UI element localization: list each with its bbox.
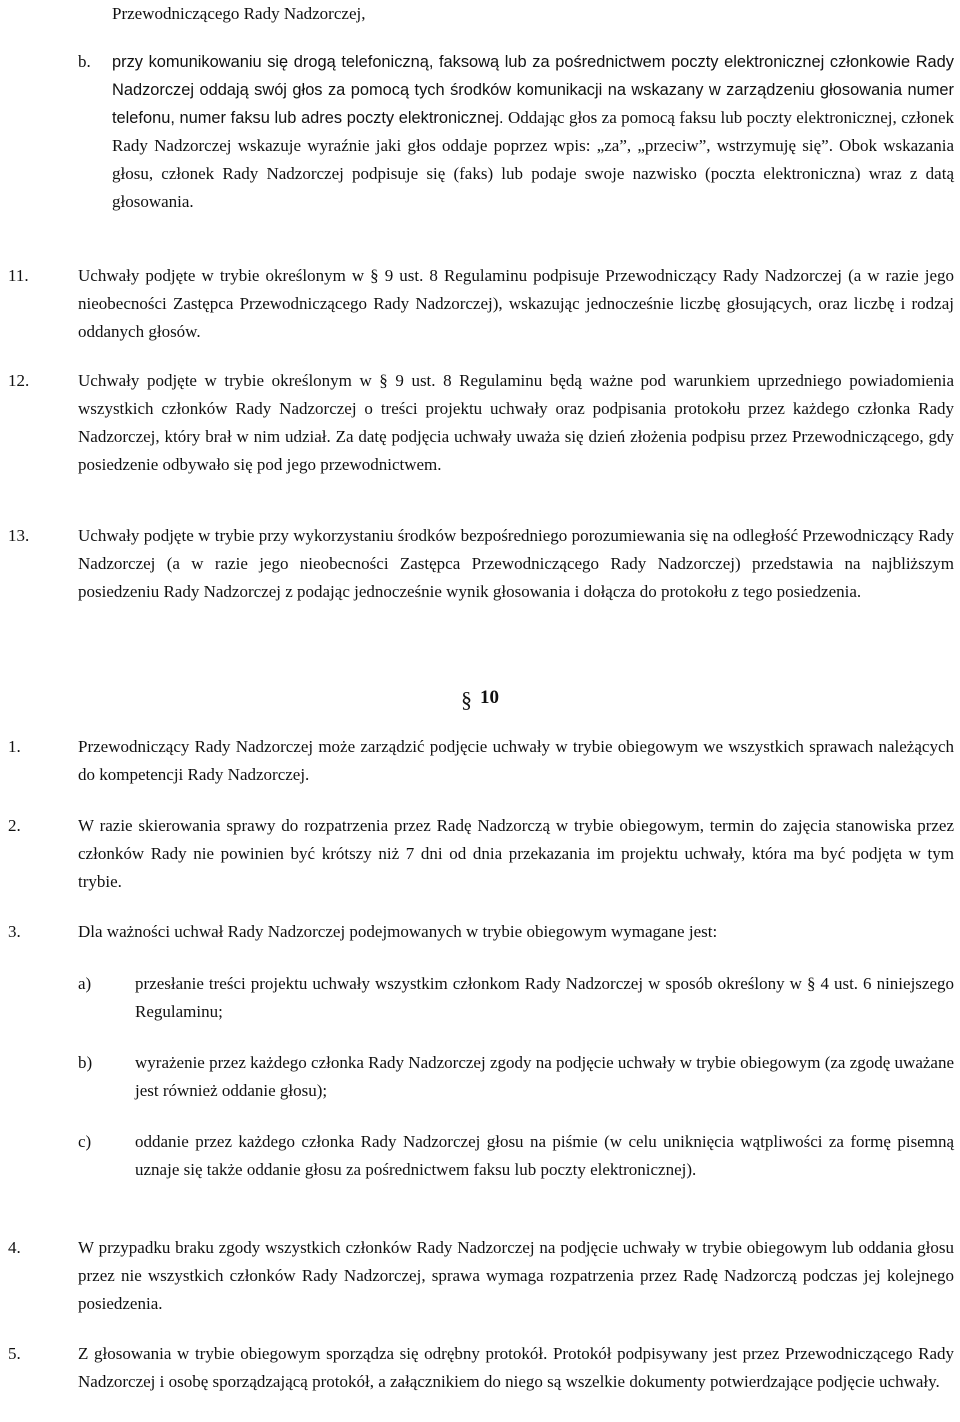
item-2-text: W razie skierowania sprawy do rozpatrzenia przez Radę Nadzorczą w trybie obiegowym, termin do zajęcia stanowiska przez członków Rady nie powinien być krótszy niż 7 dni od dnia przekazania im projektu uchwały, która ma być podjęta w tym trybie. [78,816,954,891]
subitem-b-label: b) [78,1053,93,1072]
item-12-number: 12. [8,371,30,390]
continued-line: Przewodniczącego Rady Nadzorczej, [112,4,366,23]
item-11-text: Uchwały podjęte w trybie określonym w § 9 ust. 8 Regulaminu podpisuje Przewodniczący Rady Nadzorczej (a w razie jego nieobecności Zastępca Przewodniczącego Rady Nadzorczej), wskazując jednocześnie liczbę głosujących, oraz liczbę i rodzaj oddanych głosów. [78,266,954,341]
subitem-c-label: c) [78,1132,92,1151]
item-13-text: Uchwały podjęte w trybie przy wykorzystaniu środków bezpośredniego porozumiewania się na odległość Przewodniczący Rady Nadzorczej (a w razie jego nieobecności Zastępca Przewodniczącego Rady Nadzorczej) przedstawia na najbliższym posiedzeniu Rady Nadzorczej z podając jednocześnie wynik głosowania i dołącza do protokołu z tego posiedzenia. [78,526,954,601]
item-b-text-serif: Oddając głos za pomocą faksu lub poczty elektronicznej, członek Rady Nadzorczej wskazuje wyraźnie jaki głos oddaje poprzez wpis: „za”, „przeciw”, wstrzymuję się”. Obok wskazania głosu, członek Rady Nadzorczej podpisuje się (faks) lub podaje swoje nazwisko (poczta elektroniczna) wraz z datą głosowania. [112,108,955,211]
item-12-text: Uchwały podjęte w trybie określonym w § 9 ust. 8 Regulaminu będą ważne pod warunkiem uprzedniego powiadomienia wszystkich członków Rady Nadzorczej o treści projektu uchwały oraz podpisania protokołu przez każdego członka Rady Nadzorczej, który brał w nim udział. Za datę podjęcia uchwały uważa się dzień złożenia podpisu przez Przewodniczącego, gdy posiedzenie odbywało się pod jego przewodnictwem. [78,371,954,474]
subitem-b-text: wyrażenie przez każdego członka Rady Nadzorczej zgody na podjęcie uchwały w trybie obiegowym (za zgodę uważane jest również oddanie głosu); [135,1053,954,1100]
section-heading [0,684,960,714]
item-13-number: 13. [8,526,30,545]
section-symbol: § [461,687,472,712]
subitem-a-text: przesłanie treści projektu uchwały wszystkim członkom Rady Nadzorczej w sposób określony w § 4 ust. 6 niniejszego Regulaminu; [135,974,954,1021]
section-number: 10 [480,687,499,708]
item-b-label: b. [78,52,91,71]
item-2-number: 2. [8,816,21,835]
item-3-text: Dla ważności uchwał Rady Nadzorczej podejmowanych w trybie obiegowym wymagane jest: [78,922,718,941]
item-1-number: 1. [8,737,21,756]
subitem-c-text: oddanie przez każdego członka Rady Nadzorczej głosu na piśmie (w celu uniknięcia wątpliwości za formę pisemną uznaje się także oddanie głosu za pośrednictwem faksu lub poczty elektronicznej). [135,1132,954,1179]
item-4-text: W przypadku braku zgody wszystkich członków Rady Nadzorczej na podjęcie uchwały w trybie obiegowym lub oddania głosu przez nie wszystkich członków Rady Nadzorczej, sprawa wymaga rozpatrzenia przez Radę Nadzorczą podczas jej kolejnego posiedzenia. [78,1238,954,1313]
item-5-text: Z głosowania w trybie obiegowym sporządza się odrębny protokół. Protokół podpisywany jest przez Przewodniczącego Rady Nadzorczej i osobę sporządzającą protokół, a załącznikiem do niego są wszelkie dokumenty potwierdzające podjęcie uchwały. [78,1344,954,1391]
item-4-number: 4. [8,1238,21,1257]
item-11-number: 11. [8,266,29,285]
item-b-text-sans: przy komunikowaniu się drogą telefoniczną, faksową lub za pośrednictwem poczty elektronicznej członkowie Rady Nadzorczej oddają swój głos za pomocą tych środków komunikacji na wskazany w zarządzeniu głosowania numer telefonu, numer faksu lub adres poczty elektronicznej. [112,53,954,127]
subitem-a-label: a) [78,974,92,993]
item-3-number: 3. [8,922,21,941]
item-1-text: Przewodniczący Rady Nadzorczej może zarządzić podjęcie uchwały w trybie obiegowym we wszystkich sprawach należących do kompetencji Rady Nadzorczej. [78,737,954,784]
item-5-number: 5. [8,1344,21,1363]
item-b-paragraph [112,48,954,216]
